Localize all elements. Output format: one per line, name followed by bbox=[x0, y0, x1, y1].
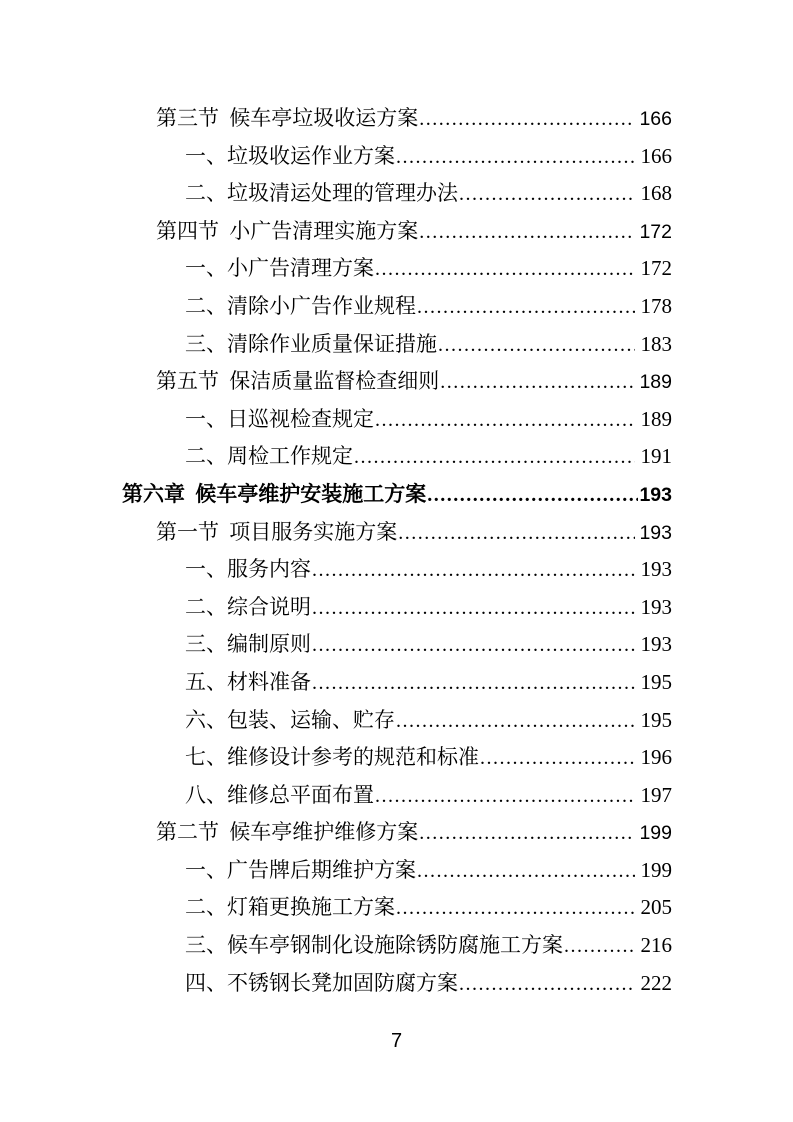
toc-entry-title: 二、综合说明 bbox=[185, 594, 311, 619]
dot-leader bbox=[459, 175, 635, 214]
toc-entry-page: 196 bbox=[640, 745, 672, 770]
dot-leader bbox=[438, 326, 635, 365]
toc-entry bbox=[122, 288, 672, 326]
toc-entry-title: 三、编制原则 bbox=[185, 632, 311, 657]
toc-entry-page: 193 bbox=[639, 483, 672, 506]
toc-entry-page: 193 bbox=[640, 557, 672, 582]
toc-entry bbox=[122, 589, 672, 627]
toc-entry-title: 二、周检工作规定 bbox=[185, 444, 353, 469]
dot-leader bbox=[564, 927, 635, 966]
dot-leader bbox=[419, 100, 635, 139]
toc-entry-title: 八、维修总平面布置 bbox=[185, 782, 374, 807]
toc-entry-page: 189 bbox=[639, 371, 672, 394]
toc-entry bbox=[122, 476, 672, 514]
dot-leader bbox=[396, 702, 635, 741]
dot-leader bbox=[312, 551, 635, 590]
toc-entry-page: 197 bbox=[640, 782, 672, 807]
toc-entry bbox=[122, 326, 672, 364]
toc-entry-title: 第四节 小广告清理实施方案 bbox=[156, 218, 419, 243]
toc-entry bbox=[122, 739, 672, 777]
toc-entry-title: 六、包装、运输、贮存 bbox=[185, 707, 395, 732]
toc-entry bbox=[122, 927, 672, 965]
toc-entry-title: 七、维修设计参考的规范和标准 bbox=[185, 745, 479, 770]
toc-entry-page: 172 bbox=[639, 220, 672, 243]
toc-entry-page: 195 bbox=[640, 707, 672, 732]
toc-entry-title: 一、日巡视检查规定 bbox=[185, 406, 374, 431]
toc-entry bbox=[122, 401, 672, 439]
toc-entry bbox=[122, 213, 672, 251]
dot-leader bbox=[375, 777, 635, 816]
dot-leader bbox=[419, 213, 635, 252]
toc-entry bbox=[122, 551, 672, 589]
toc-entry-title: 第三节 候车亭垃圾收运方案 bbox=[156, 106, 419, 130]
toc-entry bbox=[122, 889, 672, 927]
toc-entry bbox=[122, 175, 672, 213]
toc-entry-title: 第二节 候车亭维护维修方案 bbox=[156, 820, 419, 845]
toc-entry bbox=[122, 438, 672, 476]
dot-leader bbox=[417, 288, 635, 327]
toc-entry-title: 一、小广告清理方案 bbox=[185, 256, 374, 281]
toc-entry bbox=[122, 100, 672, 138]
toc-entry bbox=[122, 250, 672, 288]
toc-entry-page: 195 bbox=[640, 669, 672, 694]
toc-entry bbox=[122, 852, 672, 890]
dot-leader bbox=[440, 363, 635, 402]
table-of-contents bbox=[122, 100, 672, 1002]
toc-entry-title: 二、灯箱更换施工方案 bbox=[185, 895, 395, 920]
toc-entry-page: 166 bbox=[640, 143, 672, 168]
toc-entry-page: 193 bbox=[640, 632, 672, 657]
dot-leader bbox=[427, 476, 638, 515]
toc-entry-page: 193 bbox=[640, 594, 672, 619]
toc-entry bbox=[122, 965, 672, 1003]
dot-leader bbox=[480, 739, 635, 778]
toc-entry bbox=[122, 363, 672, 401]
toc-entry-page: 191 bbox=[640, 444, 672, 469]
toc-entry-title: 一、广告牌后期维护方案 bbox=[185, 857, 416, 882]
toc-entry-title: 一、服务内容 bbox=[185, 557, 311, 582]
toc-entry-page: 222 bbox=[640, 970, 672, 995]
toc-entry bbox=[122, 777, 672, 815]
toc-entry-page: 205 bbox=[640, 895, 672, 920]
toc-entry bbox=[122, 664, 672, 702]
toc-entry-title: 三、候车亭钢制化设施除锈防腐施工方案 bbox=[185, 933, 563, 958]
toc-entry-page: 193 bbox=[639, 521, 672, 544]
toc-entry-title: 三、清除作业质量保证措施 bbox=[185, 331, 437, 356]
page-number: 7 bbox=[390, 1030, 403, 1052]
dot-leader bbox=[375, 401, 635, 440]
dot-leader bbox=[354, 438, 635, 477]
dot-leader bbox=[398, 514, 635, 553]
toc-entry-page: 199 bbox=[640, 857, 672, 882]
dot-leader bbox=[419, 814, 635, 853]
toc-entry-title: 四、不锈钢长凳加固防腐方案 bbox=[185, 970, 458, 995]
toc-entry-title: 第一节 项目服务实施方案 bbox=[156, 519, 398, 544]
toc-entry-page: 178 bbox=[640, 293, 672, 318]
toc-entry-page: 168 bbox=[640, 181, 672, 206]
toc-entry-title: 第六章 候车亭维护安装施工方案 bbox=[122, 481, 427, 506]
dot-leader bbox=[375, 250, 635, 289]
toc-entry-page: 166 bbox=[639, 108, 672, 130]
toc-entry-title: 五、材料准备 bbox=[185, 669, 311, 694]
toc-entry-title: 二、清除小广告作业规程 bbox=[185, 293, 416, 318]
toc-entry-page: 199 bbox=[639, 822, 672, 845]
toc-entry-title: 一、垃圾收运作业方案 bbox=[185, 143, 395, 168]
toc-entry bbox=[122, 514, 672, 552]
dot-leader bbox=[459, 965, 635, 1004]
toc-entry-page: 172 bbox=[640, 256, 672, 281]
toc-entry bbox=[122, 702, 672, 740]
dot-leader bbox=[312, 589, 635, 628]
dot-leader bbox=[396, 138, 635, 177]
toc-entry-title: 第五节 保洁质量监督检查细则 bbox=[156, 369, 440, 394]
toc-entry-page: 189 bbox=[640, 406, 672, 431]
dot-leader bbox=[396, 889, 635, 928]
toc-entry bbox=[122, 814, 672, 852]
toc-entry-title: 二、垃圾清运处理的管理办法 bbox=[185, 181, 458, 206]
toc-entry-page: 216 bbox=[640, 933, 672, 958]
dot-leader bbox=[417, 852, 635, 891]
dot-leader bbox=[312, 626, 635, 665]
page-footer bbox=[0, 1028, 793, 1054]
dot-leader bbox=[312, 664, 635, 703]
toc-entry bbox=[122, 138, 672, 176]
toc-entry-page: 183 bbox=[640, 331, 672, 356]
toc-entry bbox=[122, 626, 672, 664]
